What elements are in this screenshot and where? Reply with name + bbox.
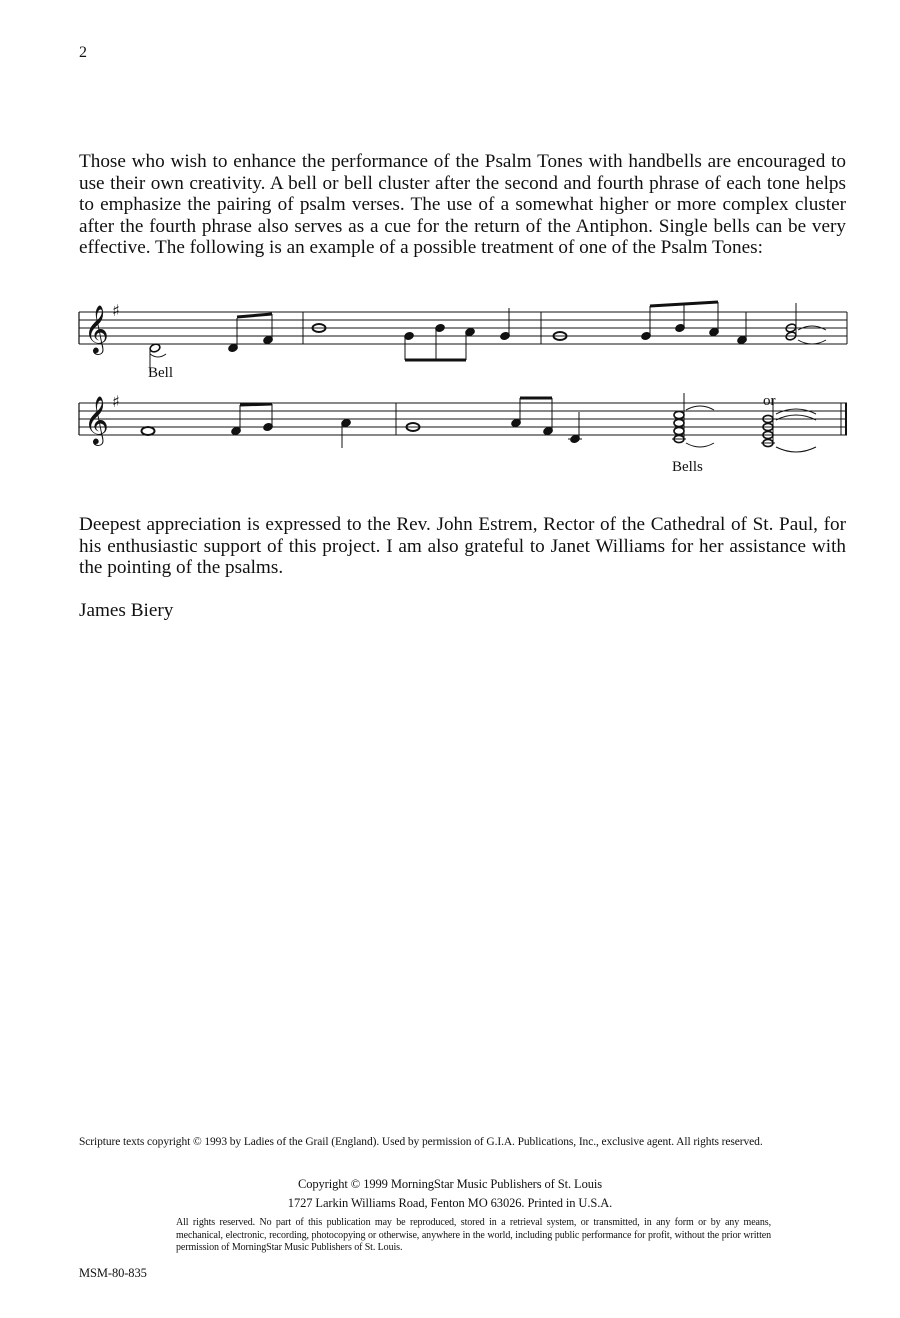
sharp-icon: ♯ [112, 392, 120, 411]
music-example [0, 0, 900, 500]
bell-label: Bell [148, 365, 173, 381]
publisher-copyright [0, 1175, 900, 1213]
intro-paragraph: Those who wish to enhance the performance of the Psalm Tones with handbells are encouraged to use their own creativity. A bell or bell cluster after the second and fourth phrase of each tone helps to emphasize the pairing of psalm verses. The use of a somewhat higher or more complex cluster after the fourth phrase also serves as a cue for the return of the Antiphon. Single bells can be very effective. The following is an example of a possible treatment of one of the Psalm Tones: [79, 151, 846, 258]
page-number: 2 [79, 44, 87, 61]
signature: James Biery [79, 600, 174, 621]
copyright-line-1: Copyright © 1999 MorningStar Music Publishers of St. Louis [297, 1177, 603, 1191]
scripture-copyright: Scripture texts copyright © 1993 by Ladies of the Grail (England). Used by permission of G.I.A. Publications, Inc., exclusive agent. All rights reserved. [79, 1136, 763, 1148]
acknowledgement-paragraph: Deepest appreciation is expressed to the Rev. John Estrem, Rector of the Cathedral of St. Paul, for his enthusiastic support of this project. I am also grateful to Janet Williams for her assistance with the pointing of the psalms. [79, 514, 846, 578]
sharp-icon: ♯ [112, 301, 120, 320]
copyright-line-2: 1727 Larkin Williams Road, Fenton MO 63026. Printed in U.S.A. [287, 1196, 613, 1210]
bells-label: Bells [672, 459, 703, 475]
catalog-code: MSM-80-835 [79, 1266, 147, 1280]
rights-notice: All rights reserved. No part of this publication may be reproduced, stored in a retrieval system, or transmitted, in any form or by any means, mechanical, electronic, recording, photocopying or otherwise, anywhere in the world, including public performance for profit, without the prior written permission of MorningStar Music Publishers of St. Louis. [176, 1217, 771, 1253]
treble-clef-icon: 𝄞 [84, 395, 109, 444]
staff-2 [79, 403, 847, 435]
treble-clef-icon: 𝄞 [84, 304, 109, 353]
or-label: or [763, 393, 776, 409]
staff-1 [79, 312, 847, 344]
